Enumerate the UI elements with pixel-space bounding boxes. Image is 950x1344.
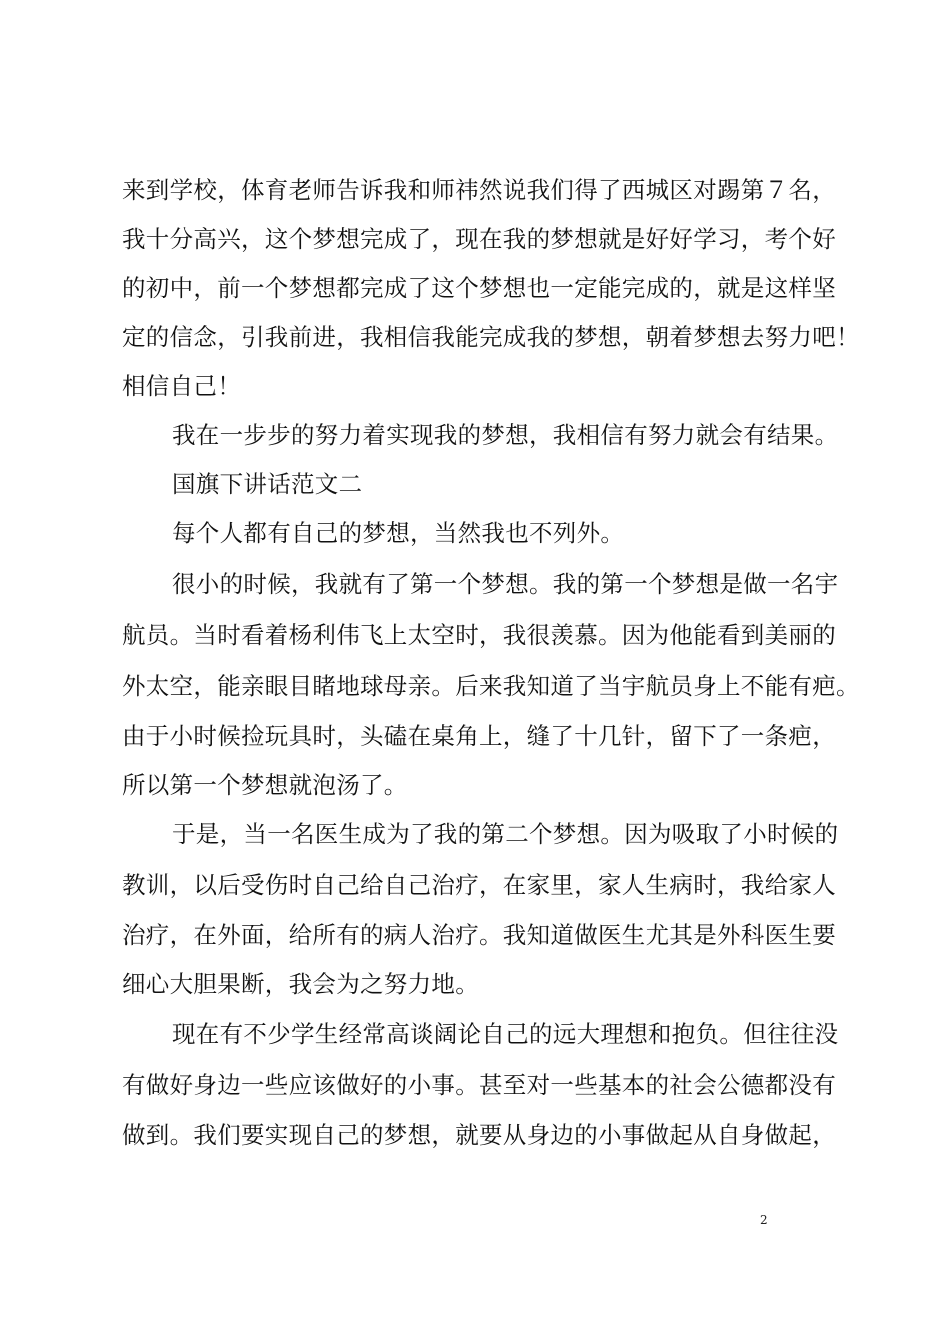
text-line: 很小的时候，我就有了第一个梦想。我的第一个梦想是做一名宇: [172, 570, 839, 598]
page-number: 2: [760, 1213, 768, 1227]
text-line: 做到。我们要实现自己的梦想，就要从身边的小事做起从自身做起，: [122, 1121, 836, 1149]
text-line: 有做好身边一些应该做好的小事。甚至对一些基本的社会公德都没有: [122, 1071, 836, 1099]
text-line: 每个人都有自己的梦想，当然我也不列外。: [172, 519, 625, 547]
text-line: 细心大胆果断，我会为之努力地。: [122, 970, 479, 998]
text-line: 由于小时候捡玩具时，头磕在桌角上，缝了十几针，留下了一条疤，: [122, 722, 836, 750]
section-heading: 国旗下讲话范文二: [172, 470, 363, 498]
text-line: 治疗，在外面，给所有的病人治疗。我知道做医生尤其是外科医生要: [122, 921, 836, 949]
text-line: 现在有不少学生经常高谈阔论自己的远大理想和抱负。但往往没: [172, 1020, 839, 1048]
text-line: 的初中，前一个梦想都完成了这个梦想也一定能完成的，就是这样坚: [122, 274, 836, 302]
text-line: 来到学校，体育老师告诉我和师祎然说我们得了西城区对踢第７名，: [122, 176, 836, 204]
text-line: 我在一步步的努力着实现我的梦想，我相信有努力就会有结果。: [172, 421, 839, 449]
text-line: 教训，以后受伤时自己给自己治疗，在家里，家人生病时，我给家人: [122, 871, 836, 899]
text-line: 外太空，能亲眼目睹地球母亲。后来我知道了当宇航员身上不能有疤。: [122, 672, 860, 700]
text-line: 定的信念，引我前进，我相信我能完成我的梦想，朝着梦想去努力吧！: [122, 323, 860, 351]
text-line: 于是，当一名医生成为了我的第二个梦想。因为吸取了小时候的: [172, 820, 839, 848]
text-line: 航员。当时看着杨利伟飞上太空时，我很羡慕。因为他能看到美丽的: [122, 621, 836, 649]
text-line: 所以第一个梦想就泡汤了。: [122, 771, 408, 799]
text-line: 相信自己！: [122, 372, 241, 400]
text-line: 我十分高兴，这个梦想完成了，现在我的梦想就是好好学习，考个好: [122, 225, 836, 253]
